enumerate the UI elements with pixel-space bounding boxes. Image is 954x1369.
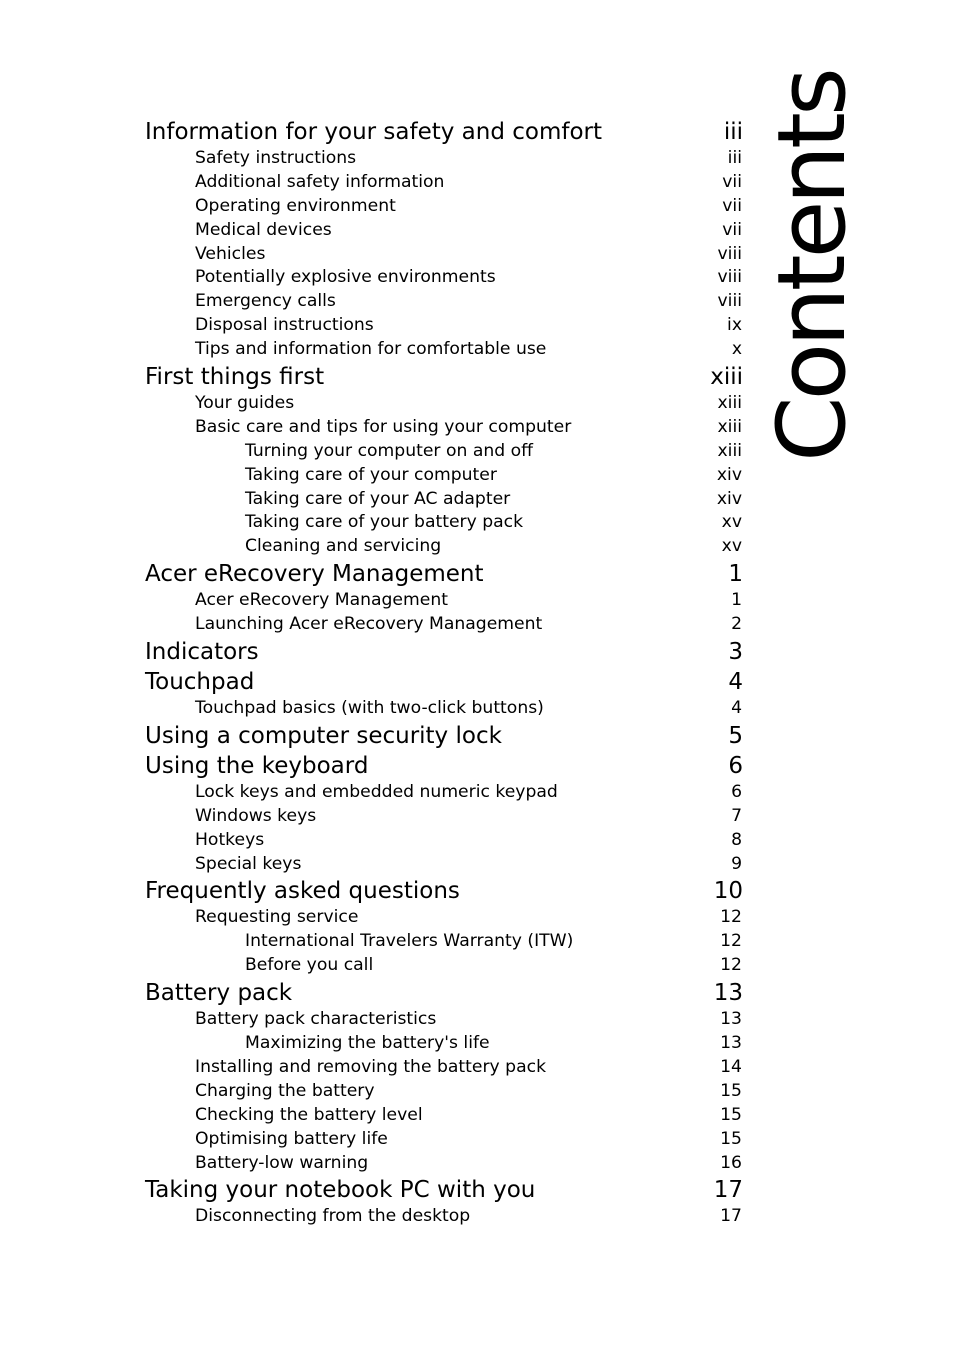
toc-entry-page-number: 6 xyxy=(728,752,743,779)
toc-section-entry[interactable] xyxy=(145,853,743,877)
toc-entry-page-number: x xyxy=(731,339,742,360)
toc-entry-title: Touchpad xyxy=(145,669,255,696)
toc-entry-title: Potentially explosive environments xyxy=(195,267,496,288)
toc-entry-title: Disconnecting from the desktop xyxy=(195,1206,471,1227)
toc-entry-page-number: 5 xyxy=(728,722,743,749)
toc-chapter-entry[interactable] xyxy=(145,1175,743,1205)
toc-entry-page-number: viii xyxy=(717,243,742,264)
toc-entry-page-number: ix xyxy=(727,315,742,336)
toc-entry-title: Additional safety information xyxy=(195,171,445,192)
toc-entry-title: Installing and removing the battery pack xyxy=(195,1056,547,1077)
toc-entry-title: Using the keyboard xyxy=(145,752,369,779)
toc-entry-title: Checking the battery level xyxy=(195,1104,423,1125)
toc-entry-title: Frequently asked questions xyxy=(145,878,460,905)
toc-chapter-entry[interactable] xyxy=(145,559,743,589)
toc-entry-title: Tips and information for comfortable use xyxy=(195,339,547,360)
toc-entry-title: Basic care and tips for using your computer xyxy=(195,416,572,437)
toc-chapter-entry[interactable] xyxy=(145,117,743,147)
toc-entry-page-number: 13 xyxy=(713,980,743,1007)
toc-entry-title: Taking care of your computer xyxy=(245,464,497,485)
toc-entry-page-number: 8 xyxy=(731,829,742,850)
toc-entry-title: Taking your notebook PC with you xyxy=(145,1177,536,1204)
toc-entry-title: Disposal instructions xyxy=(195,315,374,336)
toc-section-entry[interactable] xyxy=(145,1152,743,1176)
toc-section-entry[interactable] xyxy=(145,697,743,721)
toc-entry-page-number: 7 xyxy=(731,805,742,826)
toc-entry-page-number: xv xyxy=(721,512,742,533)
toc-entry-title: Acer eRecovery Management xyxy=(145,561,484,588)
toc-entry-page-number: xiii xyxy=(717,393,742,414)
toc-entry-title: Your guides xyxy=(195,393,295,414)
toc-entry-title: Safety instructions xyxy=(195,148,357,168)
toc-chapter-entry[interactable] xyxy=(145,667,743,697)
toc-entry-title: Operating environment xyxy=(195,195,396,216)
toc-entry-page-number: 12 xyxy=(720,907,742,928)
toc-entry-title: Special keys xyxy=(195,853,302,874)
toc-entry-page-number: 1 xyxy=(728,561,743,588)
toc-entry-page-number: xiii xyxy=(717,440,742,461)
toc-section-entry[interactable] xyxy=(145,535,743,559)
toc-section-entry[interactable] xyxy=(145,488,743,512)
toc-section-entry[interactable] xyxy=(145,930,743,954)
toc-entry-page-number: 15 xyxy=(720,1080,742,1101)
toc-section-entry[interactable] xyxy=(145,829,743,853)
toc-section-entry[interactable] xyxy=(145,171,743,195)
toc-entry-title: Launching Acer eRecovery Management xyxy=(195,614,543,635)
toc-section-entry[interactable] xyxy=(145,314,743,338)
toc-entry-title: Using a computer security lock xyxy=(145,722,502,749)
toc-section-entry[interactable] xyxy=(145,511,743,535)
toc-entry-page-number: xiv xyxy=(716,464,742,485)
toc-entry-page-number: xiv xyxy=(716,488,742,509)
toc-section-entry[interactable] xyxy=(145,906,743,930)
toc-chapter-entry[interactable] xyxy=(145,721,743,751)
toc-entry-title: Turning your computer on and off xyxy=(245,440,533,461)
toc-chapter-entry[interactable] xyxy=(145,876,743,906)
toc-section-entry[interactable] xyxy=(145,589,743,613)
toc-entry-page-number: 17 xyxy=(720,1206,742,1227)
toc-entry-page-number: 12 xyxy=(720,931,742,952)
toc-entry-title: Taking care of your battery pack xyxy=(245,512,524,533)
toc-entry-page-number: 13 xyxy=(720,1033,742,1054)
toc-entry-page-number: 6 xyxy=(731,781,742,802)
toc-entry-title: Indicators xyxy=(145,639,259,666)
toc-entry-page-number: xiii xyxy=(710,364,743,391)
toc-chapter-entry[interactable] xyxy=(145,637,743,667)
toc-entry-page-number: 9 xyxy=(731,853,742,874)
toc-section-entry[interactable] xyxy=(145,219,743,243)
toc-entry-page-number: 16 xyxy=(720,1152,742,1173)
toc-entry-title: Lock keys and embedded numeric keypad xyxy=(195,781,558,802)
toc-entry-title: Cleaning and servicing xyxy=(245,536,442,557)
toc-section-entry[interactable] xyxy=(145,1128,743,1152)
toc-entry-title: Acer eRecovery Management xyxy=(195,590,448,611)
toc-entry-title: Optimising battery life xyxy=(195,1128,388,1149)
toc-entry-page-number: 2 xyxy=(731,614,742,635)
toc-section-entry[interactable] xyxy=(145,147,743,171)
toc-entry-title: First things first xyxy=(145,364,325,391)
toc-entry-title: Vehicles xyxy=(195,243,266,264)
toc-section-entry[interactable] xyxy=(145,781,743,805)
toc-entry-page-number: viii xyxy=(717,267,742,288)
toc-entry-page-number: iii xyxy=(723,119,743,145)
toc-entry-title: Emergency calls xyxy=(195,291,336,312)
toc-section-entry[interactable] xyxy=(145,195,743,219)
toc-entry-title: Hotkeys xyxy=(195,829,265,850)
toc-section-entry[interactable] xyxy=(145,1032,743,1056)
toc-entry-title: Requesting service xyxy=(195,907,359,928)
toc-section-entry[interactable] xyxy=(145,613,743,637)
toc-entry-page-number: 3 xyxy=(728,639,743,666)
toc-entry-title: Medical devices xyxy=(195,219,332,240)
toc-entry-page-number: viii xyxy=(717,291,742,312)
toc-section-entry[interactable] xyxy=(145,416,743,440)
toc-entry-title: Taking care of your AC adapter xyxy=(245,488,511,509)
toc-section-entry[interactable] xyxy=(145,1205,743,1229)
toc-entry-title: Battery pack xyxy=(145,980,293,1007)
toc-entry-page-number: vii xyxy=(722,195,742,216)
toc-entry-page-number: xv xyxy=(721,536,742,557)
contents-heading-text: Contents xyxy=(758,71,867,462)
toc-section-entry[interactable] xyxy=(145,954,743,978)
toc-entry-page-number: 1 xyxy=(731,590,742,611)
toc-entry-page-number: iii xyxy=(727,148,742,168)
toc-section-entry[interactable] xyxy=(145,440,743,464)
toc-entry-page-number: 12 xyxy=(720,955,742,976)
toc-entry-page-number: 4 xyxy=(731,698,742,719)
toc-entry-title: Touchpad basics (with two-click buttons) xyxy=(195,698,544,719)
toc-entry-page-number: 17 xyxy=(713,1177,743,1204)
toc-entry-page-number: 10 xyxy=(713,878,743,905)
toc-section-entry[interactable] xyxy=(145,243,743,267)
toc-section-entry[interactable] xyxy=(145,266,743,290)
toc-entry-title: Windows keys xyxy=(195,805,317,826)
toc-entry-title: Before you call xyxy=(245,955,374,976)
toc-entry-page-number: 13 xyxy=(720,1009,742,1030)
toc-entry-title: Battery-low warning xyxy=(195,1152,369,1173)
toc-entry-page-number: xiii xyxy=(717,416,742,437)
toc-chapter-entry[interactable] xyxy=(145,362,743,392)
toc-entry-page-number: vii xyxy=(722,171,742,192)
toc-entry-page-number: 14 xyxy=(720,1056,742,1077)
toc-entry-title: International Travelers Warranty (ITW) xyxy=(245,931,574,952)
contents-heading xyxy=(758,71,867,462)
toc-entry-title: Charging the battery xyxy=(195,1080,375,1101)
toc-section-entry[interactable] xyxy=(145,1080,743,1104)
toc-section-entry[interactable] xyxy=(145,805,743,829)
toc-entry-title: Information for your safety and comfort xyxy=(145,119,603,145)
toc-section-entry[interactable] xyxy=(145,290,743,314)
toc-section-entry[interactable] xyxy=(145,392,743,416)
table-of-contents xyxy=(145,117,743,1229)
toc-section-entry[interactable] xyxy=(145,464,743,488)
toc-section-entry[interactable] xyxy=(145,338,743,362)
toc-entry-title: Battery pack characteristics xyxy=(195,1009,437,1030)
toc-section-entry[interactable] xyxy=(145,1104,743,1128)
toc-entry-page-number: vii xyxy=(722,219,742,240)
toc-section-entry[interactable] xyxy=(145,1008,743,1032)
toc-entry-page-number: 15 xyxy=(720,1128,742,1149)
toc-section-entry[interactable] xyxy=(145,1056,743,1080)
toc-entry-title: Maximizing the battery's life xyxy=(245,1033,490,1054)
toc-entry-page-number: 4 xyxy=(728,669,743,696)
toc-chapter-entry[interactable] xyxy=(145,978,743,1008)
toc-entry-page-number: 15 xyxy=(720,1104,742,1125)
toc-chapter-entry[interactable] xyxy=(145,751,743,781)
